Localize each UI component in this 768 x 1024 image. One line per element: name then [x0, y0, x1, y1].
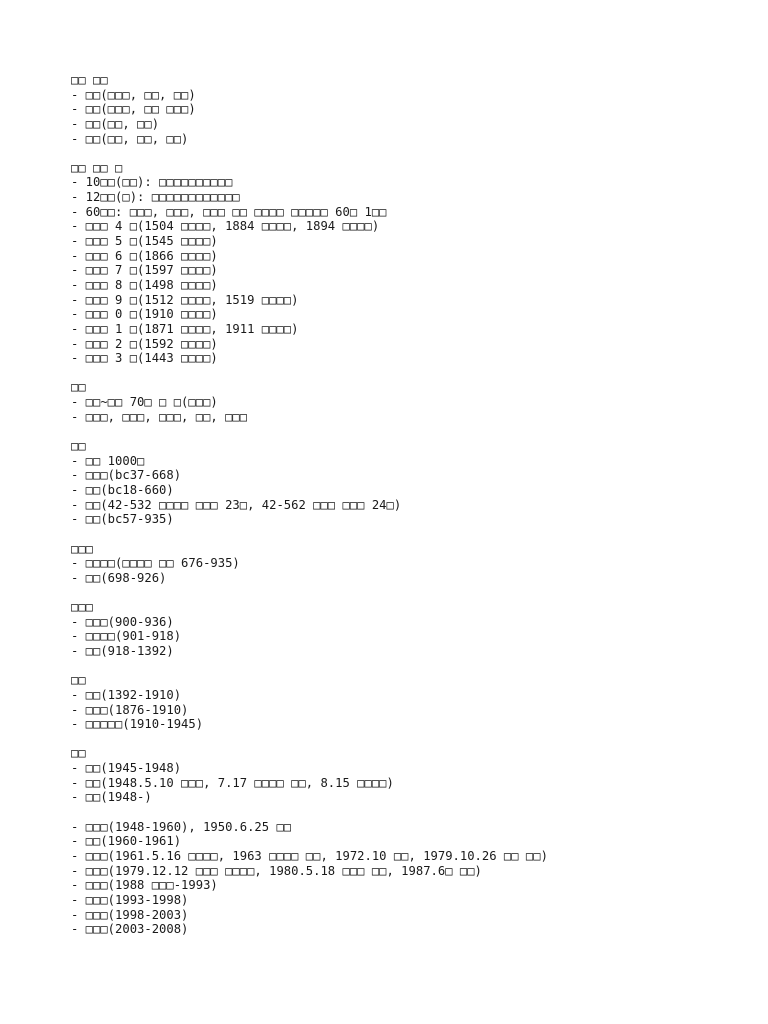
- list-item: - □□□ 3 □(1443 □□□□): [71, 351, 218, 366]
- section-9: [71, 820, 751, 937]
- list-item: - □□□ 7 □(1597 □□□□): [71, 263, 218, 278]
- list-item: - □□□, □□□, □□□, □□, □□□: [71, 409, 248, 424]
- list-item: - □□(bc18-660): [71, 482, 174, 497]
- list-item: - □□(□□□, □□ □□□): [71, 102, 196, 117]
- list-item: - □□□□(901-918): [71, 629, 182, 644]
- section-heading: □□ □□ □: [71, 160, 123, 175]
- list-item: - □□□(1876-1910): [71, 702, 189, 717]
- list-item: - □□□(bc37-668): [71, 468, 182, 483]
- section-6: [71, 600, 751, 659]
- list-item: - □□□(1988 □□□-1993): [71, 878, 218, 893]
- list-item: - □□□(1979.12.12 □□□ □□□□, 1980.5.18 □□□ □□, 1987.6□ □□): [71, 863, 482, 878]
- list-item: - □□□(1993-1998): [71, 892, 189, 907]
- section-7: [71, 673, 751, 732]
- list-item: - □□□(1961.5.16 □□□□, 1963 □□□□ □□, 1972.10 □□, 1979.10.26 □□ □□): [71, 848, 548, 863]
- list-item: - □□□ 2 □(1592 □□□□): [71, 336, 218, 351]
- list-item: - □□□(1948-1960), 1950.6.25 □□: [71, 819, 292, 834]
- list-item: - □□□ 5 □(1545 □□□□): [71, 234, 218, 249]
- list-item: - □□□ 4 □(1504 □□□□, 1884 □□□□, 1894 □□□□): [71, 219, 380, 234]
- section-4: [71, 439, 751, 527]
- list-item: - □□(1392-1910): [71, 687, 182, 702]
- list-item: - □□□ 6 □(1866 □□□□): [71, 248, 218, 263]
- section-5: [71, 542, 751, 586]
- list-item: - □□(1945-1948): [71, 761, 182, 776]
- list-item: - □□□ 1 □(1871 □□□□, 1911 □□□□): [71, 321, 299, 336]
- section-3: [71, 380, 751, 424]
- list-item: - □□(1960-1961): [71, 834, 182, 849]
- list-item: - 12□□(□): □□□□□□□□□□□□: [71, 190, 240, 205]
- list-item: - □□□(1998-2003): [71, 907, 189, 922]
- section-heading: □□: [71, 439, 86, 454]
- list-item: - □□(42-532 □□□□ □□□ 23□, 42-562 □□□ □□□ 24□): [71, 497, 402, 512]
- list-item: - □□~□□ 70□ □ □(□□□): [71, 395, 218, 410]
- list-item: - □□□□(□□□□ □□ 676-935): [71, 556, 240, 571]
- list-item: - □□(698-926): [71, 570, 167, 585]
- list-item: - □□(□□, □□, □□): [71, 131, 189, 146]
- list-item: - □□□(2003-2008): [71, 922, 189, 937]
- section-heading: □□ □□: [71, 73, 108, 87]
- list-item: - □□□ 8 □(1498 □□□□): [71, 277, 218, 292]
- section-2: [71, 161, 751, 366]
- list-item: - □□(1948-): [71, 790, 152, 805]
- list-item: - □□□ 9 □(1512 □□□□, 1519 □□□□): [71, 292, 299, 307]
- list-item: - □□(□□, □□): [71, 116, 160, 131]
- list-item: - □□(□□□, □□, □□): [71, 87, 196, 102]
- list-item: - □□(bc57-935): [71, 512, 174, 527]
- list-item: - □□□ 0 □(1910 □□□□): [71, 307, 218, 322]
- list-item: - 10□□(□□): □□□□□□□□□□: [71, 175, 233, 190]
- list-item: - □□□(900-936): [71, 614, 174, 629]
- document-body: [71, 73, 751, 951]
- section-1: [71, 73, 751, 146]
- list-item: - 60□□: □□□, □□□, □□□ □□ □□□□ □□□□□ 60□ 1□□: [71, 204, 387, 219]
- section-heading: □□□: [71, 541, 94, 556]
- section-heading: □□: [71, 673, 86, 688]
- list-item: - □□ 1000□: [71, 453, 145, 468]
- section-8: [71, 746, 751, 805]
- list-item: - □□(1948.5.10 □□□, 7.17 □□□□ □□, 8.15 □□□□): [71, 775, 394, 790]
- section-heading: □□: [71, 380, 86, 395]
- list-item: - □□□□□(1910-1945): [71, 717, 204, 732]
- list-item: - □□(918-1392): [71, 643, 174, 658]
- section-heading: □□□: [71, 600, 94, 615]
- section-heading: □□: [71, 746, 86, 761]
